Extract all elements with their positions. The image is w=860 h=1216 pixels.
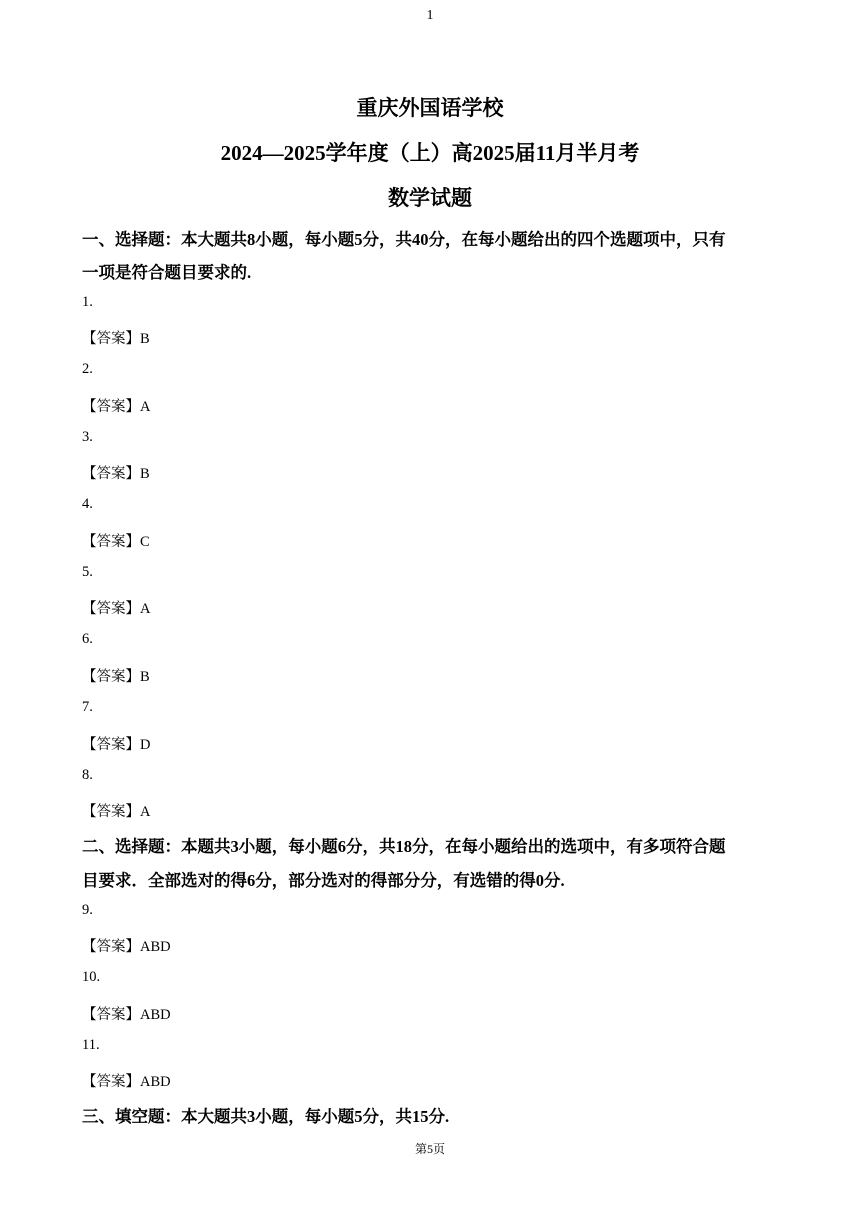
answer-text: 【答案】A [82, 399, 151, 415]
section-1-heading-line1: 一、选择题：本大题共8小题，每小题5分，共40分，在每小题给出的四个选题项中，只有 [82, 230, 726, 249]
question-number: 10. [82, 969, 101, 985]
answer-text: 【答案】C [82, 534, 150, 550]
answer-text: 【答案】D [82, 737, 151, 753]
question-number: 3. [82, 429, 93, 445]
question-number: 1. [82, 294, 93, 310]
section-2-heading-line2: 目要求．全部选对的得6分，部分选对的得部分分，有选错的得0分. [82, 871, 565, 890]
question-number: 4. [82, 496, 93, 512]
answer-text: 【答案】ABD [82, 939, 171, 955]
question-number: 8. [82, 767, 93, 783]
answer-text: 【答案】B [82, 331, 150, 347]
answer-text: 【答案】A [82, 804, 151, 820]
page-footer: 第5页 [414, 1142, 445, 1156]
answer-text: 【答案】ABD [82, 1007, 171, 1023]
answer-text: 【答案】B [82, 669, 150, 685]
question-number: 6. [82, 631, 93, 647]
answer-text: 【答案】B [82, 466, 150, 482]
question-number: 9. [82, 902, 93, 918]
exam-title: 2024—2025学年度（上）高2025届11月半月考 [220, 141, 640, 165]
page-number-top: 1 [426, 8, 434, 23]
question-number: 11. [82, 1037, 100, 1053]
subject-title: 数学试题 [388, 186, 472, 210]
question-number: 5. [82, 564, 93, 580]
school-title: 重庆外国语学校 [356, 96, 504, 120]
question-number: 7. [82, 699, 93, 715]
section-3-heading: 三、填空题：本大题共3小题，每小题5分，共15分. [82, 1107, 450, 1126]
section-1-heading-line2: 一项是符合题目要求的. [82, 263, 252, 282]
answer-text: 【答案】A [82, 601, 151, 617]
section-2-heading-line1: 二、选择题：本题共3小题，每小题6分，共18分，在每小题给出的选项中，有多项符合题 [82, 837, 726, 856]
answer-text: 【答案】ABD [82, 1074, 171, 1090]
question-number: 2. [82, 361, 93, 377]
